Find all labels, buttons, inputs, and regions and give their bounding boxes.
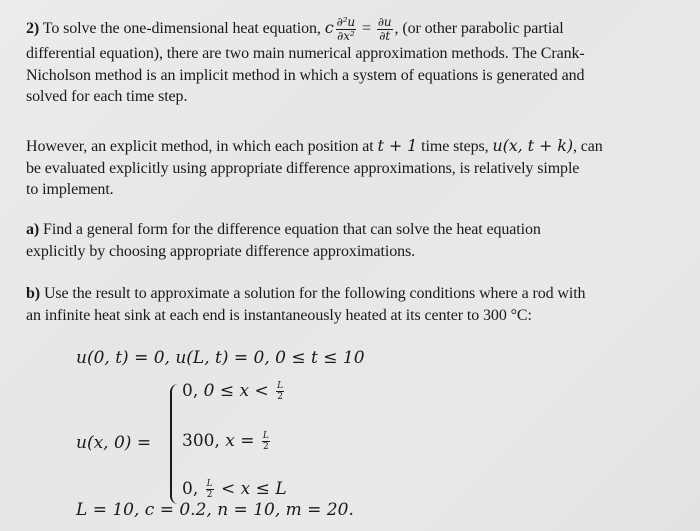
case-1-half bbox=[276, 381, 284, 402]
eq-lhs-fraction bbox=[336, 16, 356, 43]
parameters: L = 10, c = 0.2, n = 10, m = 20. bbox=[76, 500, 354, 520]
part-b-line-1: Use the result to approximate a solution for the following conditions where a rod with bbox=[43, 285, 586, 302]
case-2-condition: x = bbox=[225, 431, 255, 451]
explicit-text-2: time steps, bbox=[421, 138, 489, 155]
part-b-label: b) bbox=[26, 285, 41, 302]
initial-condition-lhs: u(x, 0) = bbox=[76, 433, 152, 453]
piecewise-brace bbox=[170, 384, 182, 504]
case-2-value: 300, bbox=[182, 431, 220, 451]
eq-rhs-fraction bbox=[377, 16, 393, 43]
case-1-condition: 0 ≤ x < bbox=[203, 381, 269, 401]
part-a bbox=[26, 219, 676, 262]
half-num: L bbox=[206, 479, 213, 489]
eq-equals: = bbox=[361, 20, 371, 38]
eq-lhs-num: ∂²u bbox=[336, 15, 356, 29]
case-3-value: 0, bbox=[182, 479, 199, 499]
intro-text: To solve the one-dimensional heat equation, bbox=[42, 20, 321, 38]
explicit-text-1: However, an explicit method, in which each position at bbox=[26, 138, 374, 155]
part-a-line-2: explicitly by choosing appropriate difference approximations. bbox=[26, 242, 416, 260]
case-1 bbox=[182, 381, 286, 402]
case-1-value: 0, bbox=[182, 381, 199, 401]
explicit-text-3: , can bbox=[573, 138, 603, 155]
intro-line-2: differential equation), there are two main numerical approximation methods. The Crank- bbox=[26, 45, 585, 62]
eq-coefficient: c bbox=[324, 18, 334, 38]
part-b-line-2: an infinite heat sink at each end is instantaneously heated at its center to 300 °C: bbox=[26, 306, 532, 324]
half-num: L bbox=[277, 381, 284, 391]
part-a-line-1: Find a general form for the difference equation that can solve the heat equation bbox=[43, 221, 541, 238]
half-den: 2 bbox=[263, 442, 269, 452]
explicit-math-2: u(x, t + k) bbox=[492, 136, 573, 155]
case-2 bbox=[182, 431, 272, 452]
case-3-condition: < x ≤ L bbox=[221, 479, 287, 499]
problem-intro bbox=[26, 16, 676, 108]
intro-line-4: solved for each time step. bbox=[26, 88, 188, 105]
explicit-math-1: t + 1 bbox=[377, 136, 418, 155]
boundary-conditions: u(0, t) = 0, u(L, t) = 0, 0 ≤ t ≤ 10 bbox=[76, 348, 365, 368]
case-3-half bbox=[206, 479, 214, 500]
explicit-paragraph bbox=[26, 135, 676, 201]
part-a-label: a) bbox=[26, 221, 40, 238]
explicit-line-2: be evaluated explicitly using appropriate difference approximations, is relatively simple bbox=[26, 159, 580, 177]
half-den: 2 bbox=[277, 392, 284, 402]
eq-rhs-num: ∂u bbox=[377, 15, 392, 29]
eq-lhs-den: ∂x² bbox=[337, 29, 355, 43]
explicit-line-3: to implement. bbox=[26, 181, 114, 198]
problem-number: 2) bbox=[26, 20, 40, 38]
case-3 bbox=[182, 479, 287, 500]
half-num: L bbox=[262, 431, 269, 441]
intro-text-after: , (or other parabolic partial bbox=[394, 20, 564, 38]
half-den: 2 bbox=[206, 490, 213, 500]
eq-rhs-den: ∂t bbox=[379, 29, 391, 43]
intro-line-3: Nicholson method is an implicit method in which a system of equations is generated and bbox=[26, 66, 585, 84]
case-2-half bbox=[262, 431, 270, 452]
part-b bbox=[26, 283, 676, 326]
